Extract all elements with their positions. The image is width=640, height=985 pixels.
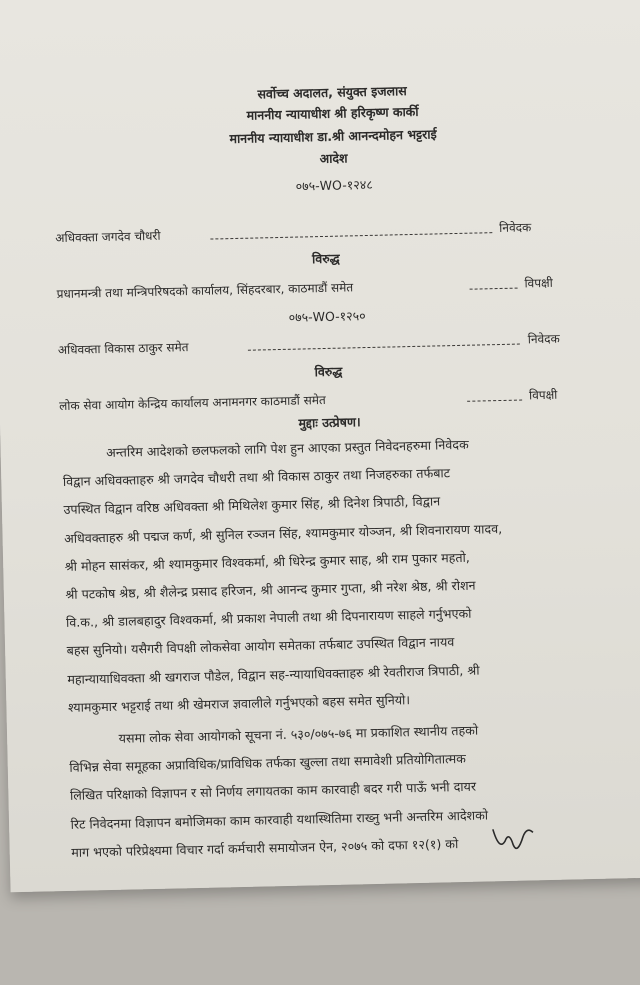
paragraph-1-line: श्री मोहन सासंकर, श्री श्यामकुमार विश्वकर्मा, श्री धिरेन्द्र कुमार साह, श्री राम पुकार महतो, [64, 549, 471, 574]
judge-2: माननीय न्यायाधीश डा.श्री आनन्दमोहन भट्टराई [229, 126, 437, 147]
case1-respondent-dots [470, 288, 518, 290]
paragraph-2-line: रिट निवेदनमा विज्ञापन बमोजिमका काम कारवाही यथास्थितिमा राख्नु भनी अन्तरिम आदेशको [70, 807, 489, 832]
paragraph-1-line: महान्यायाधिवक्ता श्री खगराज पौडेल, विद्वान सह-न्यायाधिवक्ताहरु श्री रेवतीराज त्रिपाठी, श्री [67, 662, 480, 687]
case1-petitioner-dots [210, 232, 492, 239]
paragraph-1-line: विद्वान अधिवक्ताहरु श्री जगदेव चौधरी तथा श्री विकास ठाकुर तथा निजहरुका तर्फबाट [62, 465, 451, 490]
paragraph-2-line: विभिन्न सेवा समूहका अप्राविधिक/प्राविधिक तर्फका खुल्ला तथा समावेशी प्रतियोगितात्मक [69, 751, 466, 776]
case2-petitioner-dots [248, 344, 520, 351]
case1-respondent: प्रधानमन्त्री तथा मन्त्रिपरिषदको कार्यालय, सिंहदरबार, काठमाडौं समेत [56, 280, 354, 302]
case1-petitioner-role: निवेदक [499, 220, 532, 235]
paragraph-1-line: अन्तरिम आदेशको छलफलको लागि पेश हुन आएका प्रस्तुत निवेदनहरुमा निवेदक [106, 436, 469, 460]
paragraph-1-line: बहस सुनियो। यसैगरी विपक्षी लोकसेवा आयोग समेतका तर्फबाट उपस्थित विद्वान नायव [66, 634, 455, 659]
paragraph-2-line: माग भएको परिप्रेक्ष्यमा विचार गर्दा कर्मचारी समायोजन ऐन, २०७५ को दफा १२(१) को [71, 835, 459, 860]
case1-petitioner: अधिवक्ता जगदेव चौधरी [55, 228, 161, 246]
case2-petitioner-role: निवेदक [527, 331, 560, 347]
paragraph-1-line: श्री पटकोष श्रेष्ठ, श्री शैलेन्द्र प्रसाद हरिजन, श्री आनन्द कुमार गुप्ता, श्री नरेश श्रेष्ठ, श्री रोशन [65, 577, 476, 602]
case1-versus: विरुद्ध [311, 250, 340, 267]
case-number-1: ०७५-WO-१२४८ [295, 176, 373, 194]
order-title: आदेश [319, 150, 348, 167]
court-line: सर्वोच्च अदालत, संयुक्त इजलास [257, 83, 407, 102]
case2-respondent: लोक सेवा आयोग केन्द्रिय कार्यालय अनामनगर काठमाडौं समेत [58, 392, 326, 414]
case2-versus: विरुद्ध [314, 363, 343, 380]
order-paragraph-1 [62, 428, 608, 722]
paragraph-1-line: अधिवक्ताहरु श्री पद्मज कर्ण, श्री सुनिल रञ्जन सिंह, श्यामकुमार योञ्जन, श्री शिवनारायण यादव, [63, 520, 503, 546]
case2-petitioner: अधिवक्ता विकास ठाकुर समेत [57, 340, 189, 358]
paragraph-2-line: लिखित परिक्षाको विज्ञापन र सो निर्णय लगायतका काम कारवाही बदर गरी पाऊँ भनी दायर [69, 779, 477, 804]
case2-respondent-dots [467, 400, 522, 402]
judge-1: माननीय न्यायाधीश श्री हरिकृष्ण कार्की [246, 103, 419, 123]
case1-respondent-role: विपक्षी [524, 275, 553, 291]
paragraph-1-line: वि.क., श्री डालबहादुर विश्वकर्मा, श्री प्रकाश नेपाली तथा श्री दिपनारायण साहले गर्नुभएको [65, 605, 472, 631]
handwritten-signature [488, 810, 537, 859]
paragraph-1-line: श्यामकुमार भट्टराई तथा श्री खेमराज ज्ञवालीले गर्नुभएको बहस समेत सुनियो। [67, 691, 411, 715]
case2-respondent-role: विपक्षी [528, 387, 558, 403]
case-number-2: ०७५-WO-१२५० [288, 308, 366, 325]
paragraph-2-line: यसमा लोक सेवा आयोगको सूचना नं. ५३०/०७५-७६ मा प्रकाशित स्थानीय तहको [118, 722, 479, 746]
subject-line: मुद्दाः उत्प्रेषण। [298, 414, 361, 431]
paragraph-1-line: उपस्थित विद्वान वरिष्ठ अधिवक्ता श्री मिथिलेश कुमार सिंह, श्री दिनेश त्रिपाठी, विद्वान [63, 493, 441, 518]
